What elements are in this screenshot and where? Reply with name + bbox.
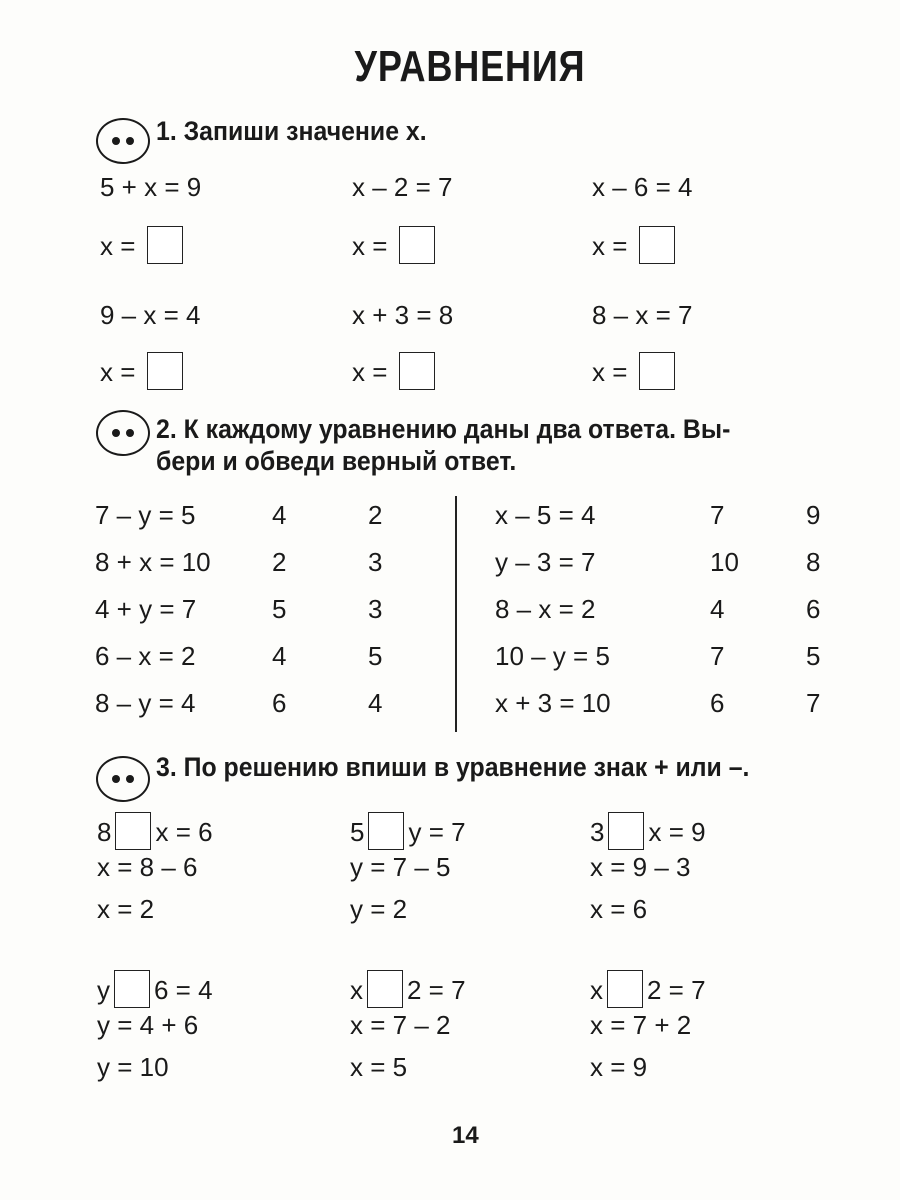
equation: 9 – х = 4 [100, 300, 201, 330]
equation-left: у [97, 975, 110, 1005]
answer-option[interactable]: 9 [806, 500, 821, 530]
equation-left: х [350, 975, 363, 1005]
solution-step: у = 7 – 5 [350, 852, 451, 882]
equation: 10 – у = 5 [495, 641, 610, 671]
equation: 6 – х = 2 [95, 641, 196, 671]
solution-result: х = 2 [97, 894, 155, 924]
equation: х + 3 = 8 [352, 300, 454, 330]
answer-option[interactable]: 7 [806, 688, 821, 718]
page-number: 14 [452, 1122, 479, 1149]
equation: 7 – у = 5 [95, 500, 196, 530]
pair-work-icon [96, 410, 150, 456]
equation: 5 + х = 9 [100, 172, 202, 202]
answer-option[interactable]: 6 [272, 688, 287, 718]
answer-option[interactable]: 8 [806, 547, 821, 577]
equation-with-sign-box [350, 970, 466, 1008]
equation-right: 6 = 4 [154, 975, 213, 1005]
answer-box[interactable] [639, 226, 675, 264]
answer-box[interactable] [147, 226, 183, 264]
answer-option[interactable]: 3 [368, 547, 383, 577]
equation-right: 2 = 7 [407, 975, 466, 1005]
answer-label: х = [592, 357, 628, 387]
equation-right: 2 = 7 [647, 975, 706, 1005]
answer-row [352, 226, 439, 264]
answer-option[interactable]: 3 [368, 594, 383, 624]
answer-label: х = [352, 357, 388, 387]
equation-left: 5 [350, 817, 365, 847]
solution-result: х = 6 [590, 894, 648, 924]
section2-heading-line1: 2. К каждому уравнению даны два ответа. Вы- [156, 414, 731, 444]
answer-label: х = [100, 357, 136, 387]
equation-with-sign-box [350, 812, 466, 850]
answer-option[interactable]: 4 [272, 641, 287, 671]
answer-option[interactable]: 6 [710, 688, 725, 718]
pair-work-icon [96, 756, 150, 802]
answer-option[interactable]: 6 [806, 594, 821, 624]
answer-option[interactable]: 4 [272, 500, 287, 530]
page-title: УРАВНЕНИЯ [354, 42, 586, 91]
answer-option[interactable]: 2 [368, 500, 383, 530]
section1-heading: 1. Запиши значение х. [156, 116, 427, 146]
answer-row [592, 226, 679, 264]
equation: х – 6 = 4 [592, 172, 693, 202]
equation: 8 + х = 10 [95, 547, 211, 577]
answer-option[interactable]: 4 [368, 688, 383, 718]
equation-left: х [590, 975, 603, 1005]
section2-heading-line2: бери и обведи верный ответ. [156, 446, 517, 476]
sign-box[interactable] [608, 812, 644, 850]
equation: 4 + у = 7 [95, 594, 197, 624]
equation-left: 8 [97, 817, 112, 847]
equation: 8 – х = 7 [592, 300, 693, 330]
equation-right: у = 7 [408, 817, 466, 847]
solution-result: х = 5 [350, 1052, 408, 1082]
sign-box[interactable] [115, 812, 151, 850]
equation: х + 3 = 10 [495, 688, 611, 718]
solution-result: у = 10 [97, 1052, 169, 1082]
answer-box[interactable] [399, 352, 435, 390]
answer-option[interactable]: 5 [806, 641, 821, 671]
solution-step: у = 4 + 6 [97, 1010, 199, 1040]
sign-box[interactable] [368, 812, 404, 850]
equation: у – 3 = 7 [495, 547, 596, 577]
answer-label: х = [592, 231, 628, 261]
equation: х – 2 = 7 [352, 172, 453, 202]
answer-box[interactable] [399, 226, 435, 264]
equation-right: х = 9 [648, 817, 706, 847]
answer-row [592, 352, 679, 390]
sign-box[interactable] [607, 970, 643, 1008]
answer-option[interactable]: 4 [710, 594, 725, 624]
solution-step: х = 8 – 6 [97, 852, 198, 882]
equation-with-sign-box [590, 812, 706, 850]
answer-box[interactable] [147, 352, 183, 390]
equation-right: х = 6 [155, 817, 213, 847]
section3-heading: 3. По решению впиши в уравнение знак + или –. [156, 752, 750, 782]
answer-box[interactable] [639, 352, 675, 390]
answer-row [352, 352, 439, 390]
pair-work-icon [96, 118, 150, 164]
answer-option[interactable]: 7 [710, 500, 725, 530]
answer-option[interactable]: 5 [272, 594, 287, 624]
equation-left: 3 [590, 817, 605, 847]
answer-row [100, 226, 187, 264]
column-divider [455, 496, 457, 732]
solution-step: х = 9 – 3 [590, 852, 691, 882]
answer-option[interactable]: 10 [710, 547, 739, 577]
answer-option[interactable]: 2 [272, 547, 287, 577]
equation: 8 – у = 4 [95, 688, 196, 718]
solution-step: х = 7 + 2 [590, 1010, 692, 1040]
answer-label: х = [352, 231, 388, 261]
equation-with-sign-box [590, 970, 706, 1008]
equation: х – 5 = 4 [495, 500, 596, 530]
sign-box[interactable] [114, 970, 150, 1008]
solution-result: у = 2 [350, 894, 408, 924]
equation: 8 – х = 2 [495, 594, 596, 624]
answer-row [100, 352, 187, 390]
answer-option[interactable]: 5 [368, 641, 383, 671]
sign-box[interactable] [367, 970, 403, 1008]
answer-label: х = [100, 231, 136, 261]
solution-result: х = 9 [590, 1052, 648, 1082]
solution-step: х = 7 – 2 [350, 1010, 451, 1040]
answer-option[interactable]: 7 [710, 641, 725, 671]
equation-with-sign-box [97, 812, 213, 850]
equation-with-sign-box [97, 970, 213, 1008]
